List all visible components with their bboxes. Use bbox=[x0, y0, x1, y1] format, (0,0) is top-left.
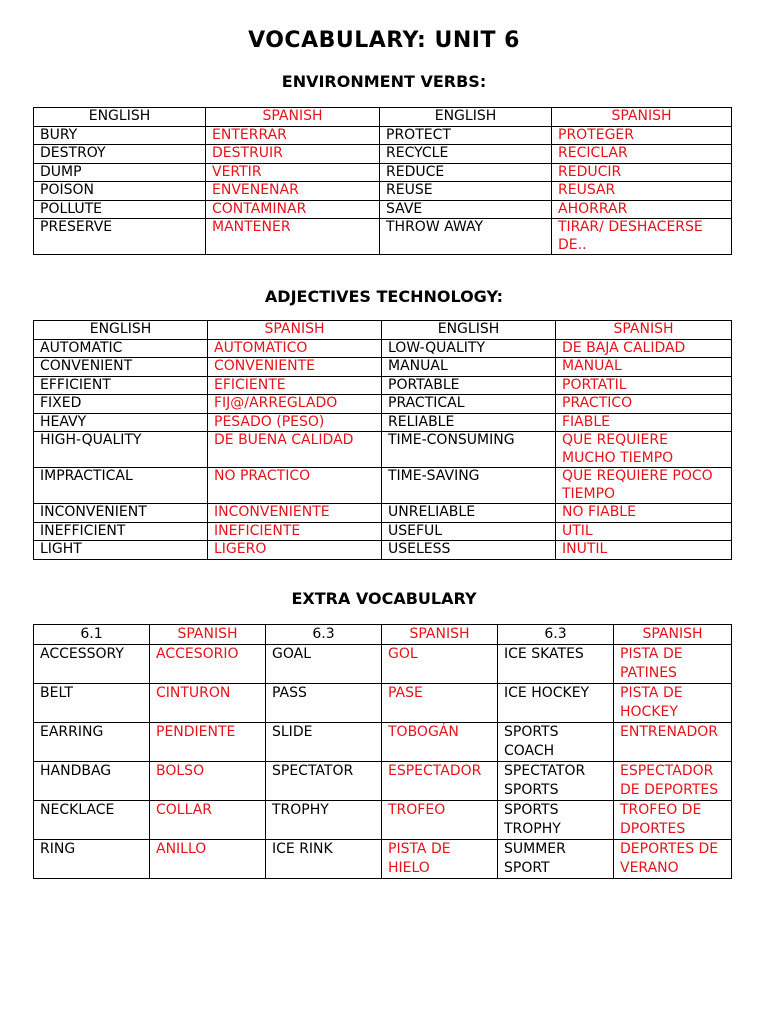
environment-verbs-table bbox=[33, 107, 732, 255]
english-word-cell: RECYCLE bbox=[380, 145, 552, 164]
english-word-cell: INEFFICIENT bbox=[34, 522, 208, 541]
english-word-cell: MANUAL bbox=[382, 358, 556, 377]
spanish-word-cell: EFICIENTE bbox=[208, 376, 382, 395]
spanish-word-cell: CONTAMINAR bbox=[206, 200, 380, 219]
spanish-word-cell: ESPECTADOR DE DEPORTES bbox=[614, 762, 732, 801]
english-word-cell: ICE SKATES bbox=[498, 645, 614, 684]
spanish-word-cell: AHORRAR bbox=[552, 200, 732, 219]
english-word-cell: HIGH-QUALITY bbox=[34, 432, 208, 468]
table-row bbox=[34, 468, 732, 504]
table-row bbox=[34, 163, 732, 182]
english-word-cell: NECKLACE bbox=[34, 801, 150, 840]
table-row bbox=[34, 432, 732, 468]
extra-vocabulary-table bbox=[33, 624, 732, 879]
table-row bbox=[34, 504, 732, 523]
spanish-word-cell: PORTATIL bbox=[556, 376, 732, 395]
column-header-english: ENGLISH bbox=[34, 321, 208, 340]
table-row bbox=[34, 376, 732, 395]
english-word-cell: PRESERVE bbox=[34, 219, 206, 255]
table-row bbox=[34, 395, 732, 414]
column-header-english: ENGLISH bbox=[380, 108, 552, 127]
spanish-word-cell: ESPECTADOR bbox=[382, 762, 498, 801]
english-word-cell: RELIABLE bbox=[382, 413, 556, 432]
english-word-cell: SPECTATOR SPORTS bbox=[498, 762, 614, 801]
spanish-word-cell: FIABLE bbox=[556, 413, 732, 432]
spanish-word-cell: INEFICIENTE bbox=[208, 522, 382, 541]
english-word-cell: HEAVY bbox=[34, 413, 208, 432]
english-word-cell: SPECTATOR bbox=[266, 762, 382, 801]
section-title-adjectives-technology: ADJECTIVES TECHNOLOGY: bbox=[264, 287, 504, 306]
spanish-word-cell: QUE REQUIERE MUCHO TIEMPO bbox=[556, 432, 732, 468]
spanish-word-cell: ACCESORIO bbox=[150, 645, 266, 684]
english-word-cell: BURY bbox=[34, 126, 206, 145]
spanish-word-cell: ENTERRAR bbox=[206, 126, 380, 145]
english-word-cell: GOAL bbox=[266, 645, 382, 684]
header-row bbox=[34, 321, 732, 340]
adjectives-technology-table bbox=[33, 320, 732, 560]
table-row bbox=[34, 126, 732, 145]
column-header-spanish: SPANISH bbox=[552, 108, 732, 127]
english-word-cell: PROTECT bbox=[380, 126, 552, 145]
spanish-word-cell: DE BAJA CALIDAD bbox=[556, 339, 732, 358]
english-word-cell: LOW-QUALITY bbox=[382, 339, 556, 358]
spanish-word-cell: TOBOGÁN bbox=[382, 723, 498, 762]
english-word-cell: DUMP bbox=[34, 163, 206, 182]
table-row bbox=[34, 339, 732, 358]
spanish-word-cell: RECICLAR bbox=[552, 145, 732, 164]
table-row bbox=[34, 684, 732, 723]
table-row bbox=[34, 413, 732, 432]
column-header-spanish: SPANISH bbox=[614, 625, 732, 645]
section-title-extra-vocabulary: EXTRA VOCABULARY bbox=[291, 589, 477, 608]
table-row bbox=[34, 801, 732, 840]
spanish-word-cell: TROFEO bbox=[382, 801, 498, 840]
english-word-cell: TROPHY bbox=[266, 801, 382, 840]
spanish-word-cell: NO PRACTICO bbox=[208, 468, 382, 504]
english-word-cell: IMPRACTICAL bbox=[34, 468, 208, 504]
spanish-word-cell: PISTA DE HIELO bbox=[382, 840, 498, 879]
spanish-word-cell: AUTOMÁTICO bbox=[208, 339, 382, 358]
spanish-word-cell: INUTIL bbox=[556, 541, 732, 560]
table-row bbox=[34, 840, 732, 879]
section-title-environment-verbs: ENVIRONMENT VERBS: bbox=[281, 72, 487, 91]
column-header-english: ENGLISH bbox=[382, 321, 556, 340]
english-word-cell: RING bbox=[34, 840, 150, 879]
english-word-cell: INCONVENIENT bbox=[34, 504, 208, 523]
spanish-word-cell: TIRAR/ DESHACERSE DE.. bbox=[552, 219, 732, 255]
spanish-word-cell: PESADO (PESO) bbox=[208, 413, 382, 432]
english-word-cell: POLLUTE bbox=[34, 200, 206, 219]
spanish-word-cell: VERTIR bbox=[206, 163, 380, 182]
english-word-cell: USEFUL bbox=[382, 522, 556, 541]
english-word-cell: ICE RINK bbox=[266, 840, 382, 879]
english-word-cell: REDUCE bbox=[380, 163, 552, 182]
spanish-word-cell: GOL bbox=[382, 645, 498, 684]
spanish-word-cell: PASE bbox=[382, 684, 498, 723]
english-word-cell: ACCESSORY bbox=[34, 645, 150, 684]
english-word-cell: EARRING bbox=[34, 723, 150, 762]
english-word-cell: TIME-CONSUMING bbox=[382, 432, 556, 468]
column-header-spanish: SPANISH bbox=[556, 321, 732, 340]
header-row bbox=[34, 108, 732, 127]
table-row bbox=[34, 358, 732, 377]
spanish-word-cell: UTIL bbox=[556, 522, 732, 541]
spanish-word-cell: PISTA DE PATINES bbox=[614, 645, 732, 684]
spanish-word-cell: TROFEO DE DPORTES bbox=[614, 801, 732, 840]
spanish-word-cell: CONVENIENTE bbox=[208, 358, 382, 377]
english-word-cell: DESTROY bbox=[34, 145, 206, 164]
spanish-word-cell: REDUCIR bbox=[552, 163, 732, 182]
spanish-word-cell: CINTURON bbox=[150, 684, 266, 723]
column-header-spanish: SPANISH bbox=[206, 108, 380, 127]
column-header-spanish: SPANISH bbox=[150, 625, 266, 645]
column-header-english: ENGLISH bbox=[34, 108, 206, 127]
table-row bbox=[34, 200, 732, 219]
english-word-cell: REUSE bbox=[380, 182, 552, 201]
table-row bbox=[34, 762, 732, 801]
spanish-word-cell: DEPORTES DE VERANO bbox=[614, 840, 732, 879]
english-word-cell: POISON bbox=[34, 182, 206, 201]
english-word-cell: AUTOMATIC bbox=[34, 339, 208, 358]
english-word-cell: ICE HOCKEY bbox=[498, 684, 614, 723]
table-row bbox=[34, 145, 732, 164]
spanish-word-cell: DESTRUIR bbox=[206, 145, 380, 164]
spanish-word-cell: FIJ@/ARREGLADO bbox=[208, 395, 382, 414]
spanish-word-cell: ENVENENAR bbox=[206, 182, 380, 201]
table-row bbox=[34, 219, 732, 255]
english-word-cell: THROW AWAY bbox=[380, 219, 552, 255]
english-word-cell: SAVE bbox=[380, 200, 552, 219]
english-word-cell: LIGHT bbox=[34, 541, 208, 560]
english-word-cell: CONVENIENT bbox=[34, 358, 208, 377]
spanish-word-cell: PROTEGER bbox=[552, 126, 732, 145]
spanish-word-cell: NO FIABLE bbox=[556, 504, 732, 523]
spanish-word-cell: MANUAL bbox=[556, 358, 732, 377]
english-word-cell: PASS bbox=[266, 684, 382, 723]
spanish-word-cell: INCONVENIENTE bbox=[208, 504, 382, 523]
table-row bbox=[34, 182, 732, 201]
english-word-cell: SUMMER SPORT bbox=[498, 840, 614, 879]
spanish-word-cell: PENDIENTE bbox=[150, 723, 266, 762]
page-title: VOCABULARY: UNIT 6 bbox=[248, 28, 520, 53]
english-word-cell: SPORTS TROPHY bbox=[498, 801, 614, 840]
english-word-cell: USELESS bbox=[382, 541, 556, 560]
spanish-word-cell: REUSAR bbox=[552, 182, 732, 201]
spanish-word-cell: ANILLO bbox=[150, 840, 266, 879]
spanish-word-cell: BOLSO bbox=[150, 762, 266, 801]
column-header-english: 6.1 bbox=[34, 625, 150, 645]
english-word-cell: EFFICIENT bbox=[34, 376, 208, 395]
english-word-cell: SLIDE bbox=[266, 723, 382, 762]
english-word-cell: TIME-SAVING bbox=[382, 468, 556, 504]
column-header-english: 6.3 bbox=[266, 625, 382, 645]
spanish-word-cell: QUE REQUIERE POCO TIEMPO bbox=[556, 468, 732, 504]
english-word-cell: PRACTICAL bbox=[382, 395, 556, 414]
table-row bbox=[34, 645, 732, 684]
header-row bbox=[34, 625, 732, 645]
spanish-word-cell: ENTRENADOR bbox=[614, 723, 732, 762]
spanish-word-cell: MANTENER bbox=[206, 219, 380, 255]
english-word-cell: FIXED bbox=[34, 395, 208, 414]
spanish-word-cell: LIGERO bbox=[208, 541, 382, 560]
spanish-word-cell: PRACTICO bbox=[556, 395, 732, 414]
table-row bbox=[34, 541, 732, 560]
english-word-cell: BELT bbox=[34, 684, 150, 723]
column-header-spanish: SPANISH bbox=[382, 625, 498, 645]
spanish-word-cell: DE BUENA CALIDAD bbox=[208, 432, 382, 468]
table-row bbox=[34, 723, 732, 762]
column-header-spanish: SPANISH bbox=[208, 321, 382, 340]
spanish-word-cell: PISTA DE HOCKEY bbox=[614, 684, 732, 723]
spanish-word-cell: COLLAR bbox=[150, 801, 266, 840]
english-word-cell: SPORTS COACH bbox=[498, 723, 614, 762]
english-word-cell: HANDBAG bbox=[34, 762, 150, 801]
english-word-cell: UNRELIABLE bbox=[382, 504, 556, 523]
english-word-cell: PORTABLE bbox=[382, 376, 556, 395]
column-header-english: 6.3 bbox=[498, 625, 614, 645]
table-row bbox=[34, 522, 732, 541]
